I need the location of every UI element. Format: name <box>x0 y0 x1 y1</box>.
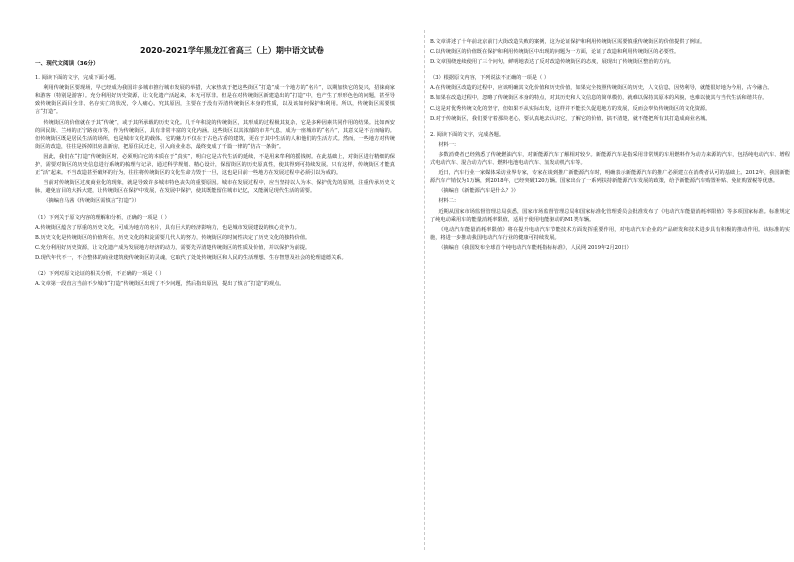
question-intro: 1. 阅读下面的文字，完成下面小题。 <box>35 75 120 82</box>
option: D.对于传统街区，我们要守着那块老心，要认真地去认识它，了解它的价值，搞不清楚，就不能把所有其打造成商业名城。 <box>430 115 711 122</box>
passage-source: （摘编自马茜《传统街区需慎言“打造”》） <box>43 198 140 205</box>
option: B.如果在改造过程中，忽略了传统街区本身的特点，对其历史和人文信息的简单模仿，就难以保持其原本的风貌，也难以使其与当代生活和谐共存。 <box>430 95 768 102</box>
option: D.现代年代不一，不合整体的商业建筑使传统街区的灵魂，它取代了处处传统街区和人民的生活理想、生存智慧及社会的伦理道德关系。 <box>35 254 347 261</box>
option: A.传统街区蕴含了厚重的历史文化，可成为地方的名片，具有巨大的经济影响力，也是城市发展建设的核心竞争力。 <box>35 224 300 231</box>
left-column <box>35 60 395 290</box>
exam-title: 2020-2021学年黑龙江省高三（上）期中语文试卷 <box>140 46 324 55</box>
material-heading: 材料一： <box>438 141 460 148</box>
passage-paragraph: 《电动汽车能量消耗率限值》将在提升电动汽车节能技术方面发挥重要作用，对电动汽车企业的产品研发和技术进步具有积极的推动作用。该标准的实施，将进一步推动我国电动汽车行业的健康可持续发展。 <box>430 226 790 241</box>
option: B.文章讲述了十年前北京前门大街改造失败的案例，这为论证保护和利用传统街区需要慎重传统街区的价值提供了例证。 <box>430 39 706 45</box>
passage-paragraph: 多数消费者已经熟悉了传统燃油汽车，对新能源汽车了解相对较少。新能源汽车是指采用非常规的车用燃料作为动力来源的汽车，包括纯电动汽车、增程式电动汽车、混合动力汽车、燃料电池电动汽车、氢发动机汽车等。 <box>430 151 790 167</box>
option: D.文章围绕连续使用了三个问句，鲜明地表达了反对改造传统街区的态度，展现出了传统街区整治的方向。 <box>430 59 675 66</box>
passage-source: （摘编自《我国发布全球首个纯电动汽车能耗指标标准》，人民网 2019年2月20日） <box>438 244 632 251</box>
passage-paragraph: 传统街区的价值就在于其“传统”，或于其所承载的历史文化。几千年积淀的传统街区，其形成的过程极其复杂，它是多种因素共同作用的结果。比如西安的回民街、兰州的正宁路夜市等，作为传统街区，具有非常丰富的文化内涵。这些街区以其浓郁的市井气息，成为一座城市的“名片”，其意义是不言而喻的。但传统街区既是居民生活的场所，也是城市文化的载体。它的魅力不仅在于古色古香的建筑，更在于其中生活的人和他们的生活方式。然而，一些地方对传统街区的改造，往往是拆掉旧房盖新房，把原住民迁走，引入商业业态，最终变成了千篇一律的“仿古一条街”。 <box>35 119 395 150</box>
question-stem: （2）下列对原文论证的相关分析，不正确的一项是（ ） <box>35 270 165 277</box>
column-divider <box>424 30 425 550</box>
passage-paragraph: 近日，汽车行业一家媒体采访业界专家，专家在谈到推广新能源汽车时，明确表示新能源汽车的推广必须建立在消费者认可的基础上。2012年，我国新能源汽车产销仅为1万辆，到2018年，已经突破120万辆。国家出台了一系列扶持新能源汽车发展的政策，给予新能源汽车购置补贴、免征购置税等优惠。 <box>430 170 790 185</box>
option: B.历史文化是传统街区的价值所在，历史文化的积淀需要几代人的努力，传统街区的时间性决定了历史文化的独特价值。 <box>35 234 311 241</box>
question-stem: （1）下列关于原文内容的理解和分析，正确的一项是（ ） <box>35 214 170 221</box>
question-intro: 2. 阅读下面的文字，完成各题。 <box>430 131 505 138</box>
option: C.以传统街区的价值既在保护和利用传统街区中出现的问题为一方面，论证了改造和利用传统街区的必要性。 <box>430 49 680 56</box>
passage-paragraph: 当前对传统街区过度商业化的现象，就是导致许多城市特色丧失的重要原因。城市在发展过程中，应当坚持以人为本、保护优先的原则，注重传承历史文脉，避免盲目的大拆大建，让传统街区在保护中发展，在发展中保护，使其既能留住城市记忆，又能满足现代生活的需要。 <box>35 180 395 195</box>
right-column <box>430 38 790 254</box>
passage-paragraph: 利用传统街区要现场，早已经成为我国许多城市推行城市发展的举措，大家热衷于把这些街区“打造”成一个地方的“名片”，以期加快它的复兴，招徕商家和游客（特别是游客）。充分利用好历史资源，让文化遗产活起来，本无可厚非。但是在对传统街区新建造出的“打造”中，也产生了形形色色的问题，甚至导致传统街区面目全非、名存实亡的状况，令人痛心。究其原因，主要在于没有弄清传统街区本身的性质，以及该如何保护和利用。所以，传统街区需要慎言“打造”。 <box>35 85 395 116</box>
option: C.这是对优秀传统文化的坚守，但如果不从实际出发，这样并不能长久促进地方的发展，反而会辜负传统街区的文化资源。 <box>430 105 711 112</box>
question-stem: （3）根据原文内容，下列说法不正确的一项是（ ） <box>430 75 550 82</box>
passage-source: （摘编自《新能源汽车是什么？》） <box>438 188 519 195</box>
passage-paragraph: 近期从国家市场监督管理总局获悉，国家市场监督管理总局和国家标准化管理委员会批准发布了《电动汽车能量消耗率限值》等多项国家标准。标准规定了纯电动乘用车的能量消耗率限值，适用于使用电能驱动的M1类车辆。 <box>430 208 790 223</box>
option: A.在传统街区改造的过程中，应该明确其文化价值和历史价值，如果完全按照传统街区的历史，人文信息，因势利导，就能很好地为今用，古今融合。 <box>430 85 773 92</box>
material-heading: 材料二： <box>438 198 460 205</box>
passage-paragraph: 因此，我们在“打造”传统街区时，必须明白它的本质在于“真实”，明白它是古代生活的延续，不是用来牟利的摇钱树。在此基础上，对街区进行精细的保护，需要对街区的历史信息进行系统的梳理与记录，通过科学规划、精心设计，保留街区的历史原真性，使其得到可持续发展。只有这样，传统街区才能真正“活”起来。不当改造甚至破坏的行为，往往将传统街区的文化生命力毁于一旦，这也是目前一些地方在发展过程中必须引以为戒的。 <box>35 153 395 177</box>
option: A.文章第一段直言当前不少城市“打造”传统街区出现了不少问题，然后指出原因，提出了慎言“打造”的观点。 <box>35 281 285 288</box>
option: C.充分利用好历史资源，让文化遗产成为发展地方经济的动力，需要先弄清楚传统街区的性质及价值，并以保护为前提。 <box>35 244 311 251</box>
section-heading: 一、现代文阅读（36分） <box>35 61 99 67</box>
